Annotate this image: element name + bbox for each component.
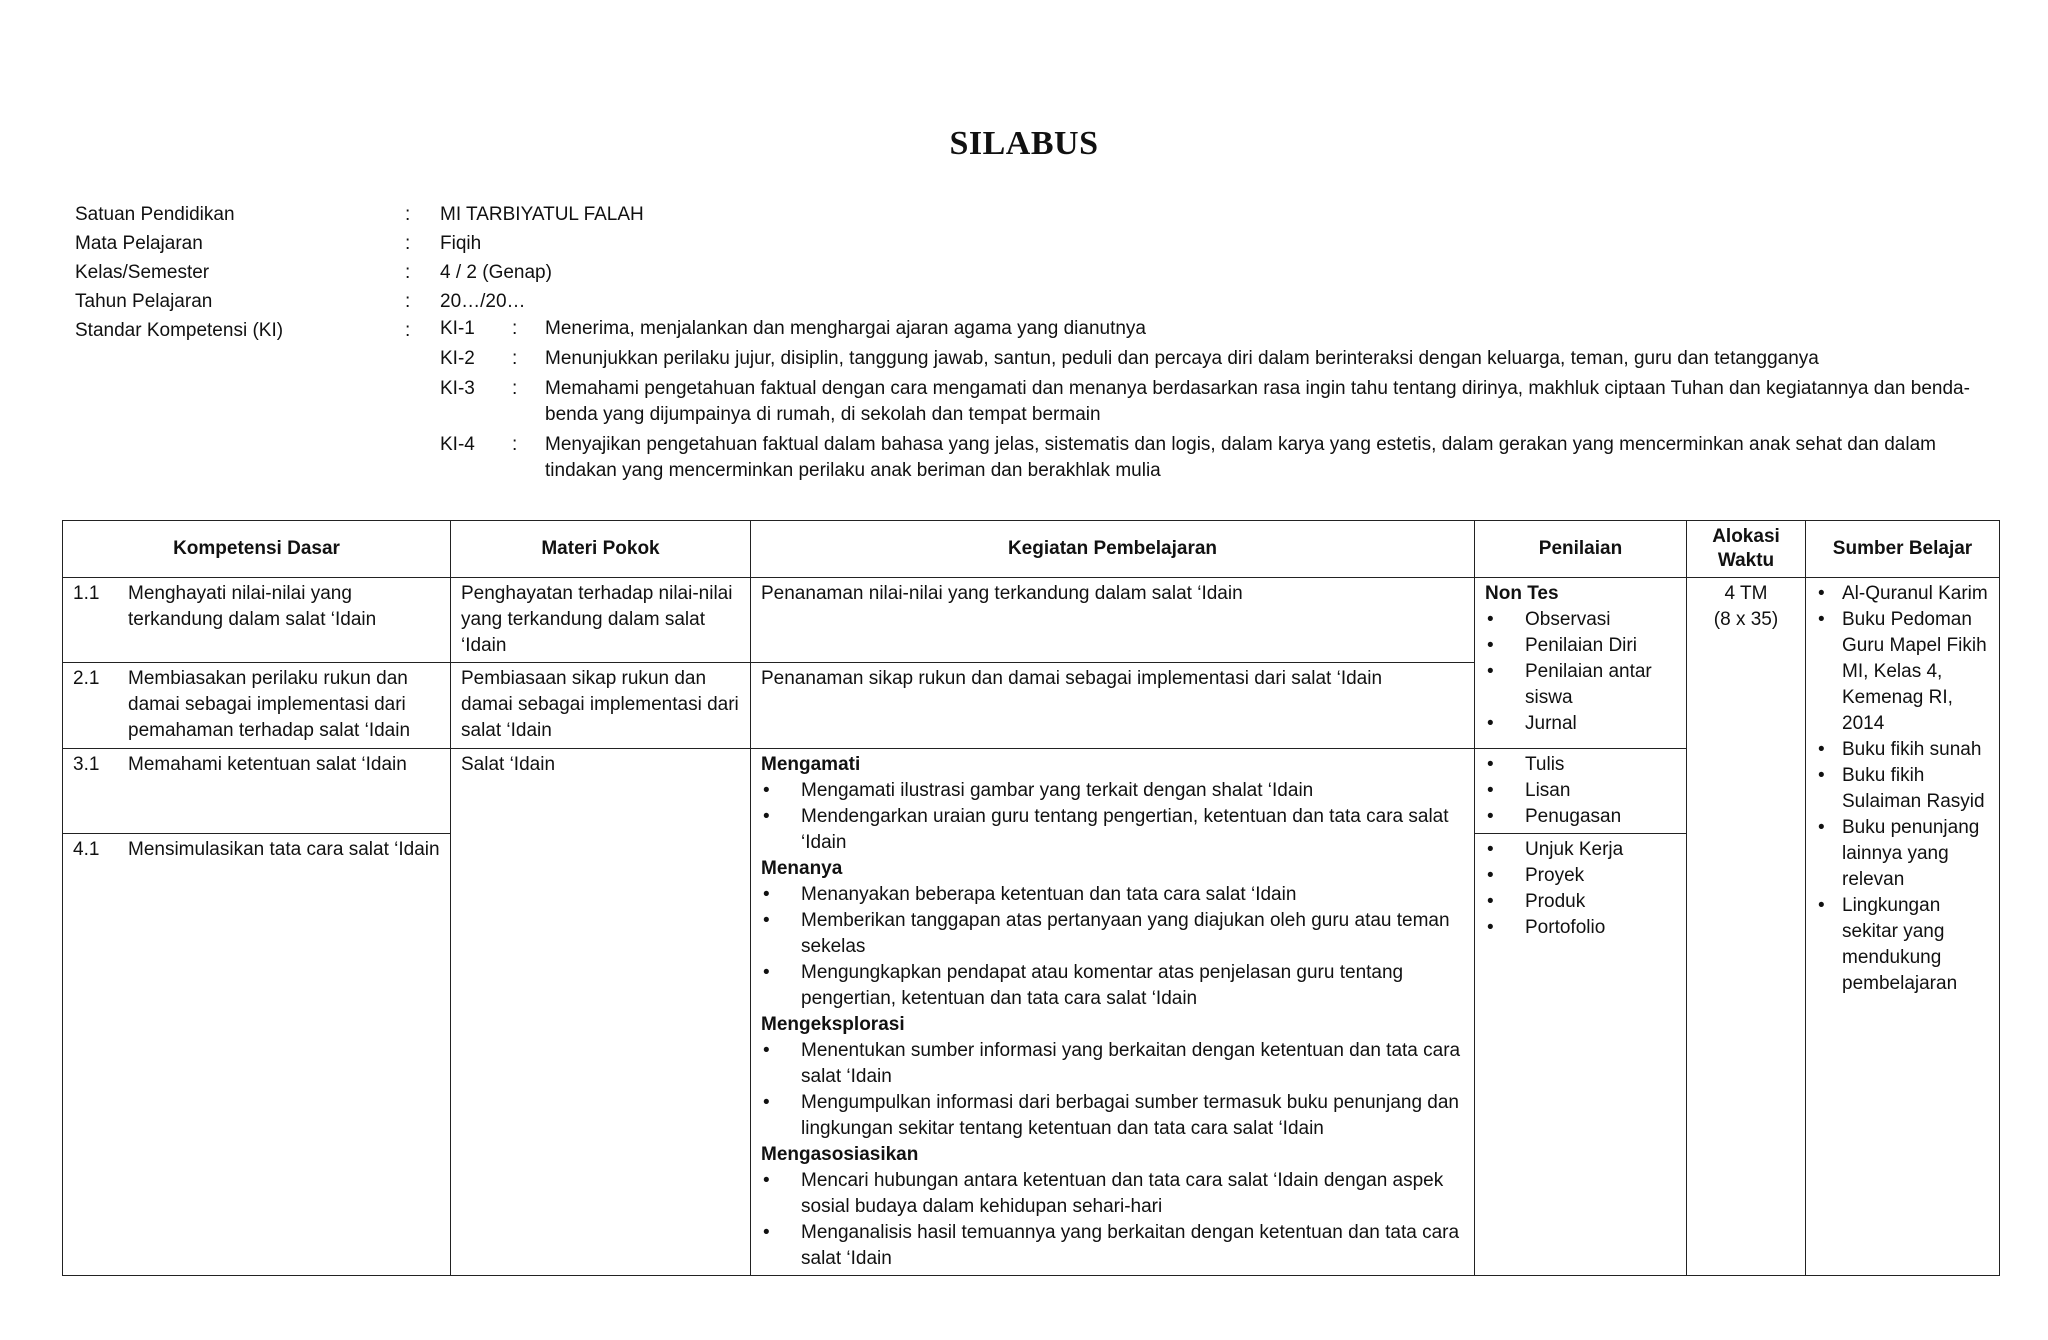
info-row-satuan: [75, 200, 1995, 229]
list-item: • Mengumpulkan informasi dari berbagai sumber termasuk buku penunjang dan lingkungan sekitar tentang ketentuan dan tata cara salat ‘Idain: [761, 1090, 1464, 1142]
activity-list: [761, 1038, 1464, 1142]
non-tes-heading: Non Tes: [1485, 583, 1559, 604]
activity-list: [761, 882, 1464, 1012]
activity-list: [761, 1168, 1464, 1272]
ki-item: [440, 346, 1995, 372]
header-sumber-belajar: Sumber Belajar: [1806, 521, 2000, 578]
header-kegiatan: Kegiatan Pembelajaran: [751, 521, 1475, 578]
tes-list: [1485, 752, 1676, 830]
info-label: Kelas/Semester: [75, 262, 210, 283]
penilaian-non-tes-cell: [1475, 578, 1687, 749]
list-item: • Buku penunjang lainnya yang relevan: [1816, 815, 1989, 893]
info-colon: :: [405, 233, 411, 254]
kd-number: 1.1: [73, 583, 100, 604]
kinerja-list: [1485, 837, 1676, 941]
kegiatan-cell: Penanaman nilai-nilai yang terkandung dalam salat ‘Idain: [751, 578, 1475, 663]
ki-colon: :: [512, 378, 518, 399]
info-row-kelas: [75, 258, 1995, 287]
header-materi-pokok: Materi Pokok: [451, 521, 751, 578]
list-item: • Mengungkapkan pendapat atau komentar atas penjelasan guru tentang pengertian, ketentuan dan tata cara salat ‘Idain: [761, 960, 1464, 1012]
alokasi-tm: 4 TM: [1724, 583, 1768, 604]
ki-list: [440, 316, 1995, 488]
list-item: • Produk: [1485, 889, 1676, 915]
kd-text: Memahami ketentuan salat ‘Idain: [128, 754, 407, 775]
list-item: • Penugasan: [1485, 804, 1676, 830]
kd-cell: [63, 749, 451, 834]
alokasi-jp: (8 x 35): [1713, 609, 1779, 630]
kd-text: Membiasakan perilaku rukun dan damai sebagai implementasi dari pemahaman terhadap salat ‘Idain: [128, 668, 411, 741]
penilaian-kinerja-cell: [1475, 834, 1687, 1276]
kegiatan-cell: [751, 749, 1475, 1276]
alokasi-cell: [1687, 578, 1806, 1276]
syllabus-table: [62, 520, 2000, 1276]
list-item: • Menanyakan beberapa ketentuan dan tata cara salat ‘Idain: [761, 882, 1464, 908]
header-alokasi-waktu: Alokasi Waktu: [1687, 521, 1806, 578]
ki-code: KI-4: [440, 434, 475, 455]
info-colon: :: [405, 320, 411, 341]
syllabus-info: [75, 200, 1995, 488]
list-item: • Lingkungan sekitar yang mendukung pembelajaran: [1816, 893, 1989, 997]
ki-colon: :: [512, 318, 518, 339]
materi-cell: Pembiasaan sikap rukun dan damai sebagai implementasi dari salat ‘Idain: [451, 663, 751, 749]
table-header-row: [63, 521, 2000, 578]
activity-heading: Mengeksplorasi: [761, 1014, 905, 1035]
info-row-tahun: [75, 287, 1995, 316]
ki-colon: :: [512, 434, 518, 455]
list-item: • Penilaian antar siswa: [1485, 659, 1676, 711]
info-row-mapel: [75, 229, 1995, 258]
ki-colon: :: [512, 348, 518, 369]
list-item: • Portofolio: [1485, 915, 1676, 941]
list-item: • Buku fikih Sulaiman Rasyid: [1816, 763, 1989, 815]
materi-cell: Penghayatan terhadap nilai-nilai yang terkandung dalam salat ‘Idain: [451, 578, 751, 663]
kd-text: Menghayati nilai-nilai yang terkandung dalam salat ‘Idain: [128, 583, 377, 630]
list-item: • Mencari hubungan antara ketentuan dan tata cara salat ‘Idain dengan aspek sosial budaya dalam kehidupan sehari-hari: [761, 1168, 1464, 1220]
penilaian-tes-cell: [1475, 749, 1687, 834]
info-value: 20…/20…: [440, 291, 526, 312]
ki-item: [440, 432, 1995, 484]
activity-list: [761, 778, 1464, 856]
kd-number: 2.1: [73, 668, 100, 689]
list-item: • Proyek: [1485, 863, 1676, 889]
ki-text: Menunjukkan perilaku jujur, disiplin, tanggung jawab, santun, peduli dan percaya diri dalam berinteraksi dengan keluarga, teman, guru dan tetangganya: [545, 348, 1819, 369]
page-title: SILABUS: [949, 125, 1099, 162]
info-colon: :: [405, 291, 411, 312]
ki-text: Menerima, menjalankan dan menghargai ajaran agama yang dianutnya: [545, 318, 1146, 339]
list-item: • Mengamati ilustrasi gambar yang terkait dengan shalat ‘Idain: [761, 778, 1464, 804]
ki-code: KI-1: [440, 318, 475, 339]
kegiatan-cell: Penanaman sikap rukun dan damai sebagai implementasi dari salat ‘Idain: [751, 663, 1475, 749]
ki-item: [440, 316, 1995, 342]
sumber-list: [1816, 581, 1989, 997]
kd-cell: [63, 578, 451, 663]
list-item: • Unjuk Kerja: [1485, 837, 1676, 863]
kd-cell: [63, 663, 451, 749]
list-item: • Menentukan sumber informasi yang berkaitan dengan ketentuan dan tata cara salat ‘Idain: [761, 1038, 1464, 1090]
list-item: • Memberikan tanggapan atas pertanyaan yang diajukan oleh guru atau teman sekelas: [761, 908, 1464, 960]
activity-heading: Mengasosiasikan: [761, 1144, 919, 1165]
ki-code: KI-2: [440, 348, 475, 369]
header-kompetensi-dasar: Kompetensi Dasar: [63, 521, 451, 578]
info-label: Satuan Pendidikan: [75, 204, 235, 225]
info-value: Fiqih: [440, 233, 482, 254]
materi-cell: Salat ‘Idain: [451, 749, 751, 1276]
list-item: • Lisan: [1485, 778, 1676, 804]
info-label: Standar Kompetensi (KI): [75, 320, 284, 341]
ki-item: [440, 376, 1995, 428]
list-item: • Buku Pedoman Guru Mapel Fikih MI, Kelas 4, Kemenag RI, 2014: [1816, 607, 1989, 737]
list-item: • Jurnal: [1485, 711, 1676, 737]
list-item: • Buku fikih sunah: [1816, 737, 1989, 763]
info-value: MI TARBIYATUL FALAH: [440, 204, 644, 225]
info-row-ki: [75, 316, 1995, 488]
list-item: • Menganalisis hasil temuannya yang berkaitan dengan ketentuan dan tata cara salat ‘Idain: [761, 1220, 1464, 1272]
activity-heading: Menanya: [761, 858, 843, 879]
ki-text: Memahami pengetahuan faktual dengan cara mengamati dan menanya berdasarkan rasa ingin tahu tentang dirinya, makhluk ciptaan Tuhan dan kegiatannya dan benda-benda yang dijumpainya di rumah, di sekolah dan tempat bermain: [545, 378, 1970, 425]
list-item: • Observasi: [1485, 607, 1676, 633]
activity-heading: Mengamati: [761, 754, 861, 775]
header-penilaian: Penilaian: [1475, 521, 1687, 578]
ki-code: KI-3: [440, 378, 475, 399]
list-item: • Al-Quranul Karim: [1816, 581, 1989, 607]
kd-number: 3.1: [73, 754, 100, 775]
list-item: • Tulis: [1485, 752, 1676, 778]
non-tes-list: [1485, 607, 1676, 737]
info-label: Mata Pelajaran: [75, 233, 203, 254]
list-item: • Mendengarkan uraian guru tentang pengertian, ketentuan dan tata cara salat ‘Idain: [761, 804, 1464, 856]
info-label: Tahun Pelajaran: [75, 291, 213, 312]
table-row: [63, 578, 2000, 663]
kd-number: 4.1: [73, 839, 100, 860]
kd-cell: [63, 834, 451, 1276]
kd-text: Mensimulasikan tata cara salat ‘Idain: [128, 839, 440, 860]
info-colon: :: [405, 262, 411, 283]
info-colon: :: [405, 204, 411, 225]
ki-text: Menyajikan pengetahuan faktual dalam bahasa yang jelas, sistematis dan logis, dalam karya yang estetis, dalam gerakan yang mencerminkan anak sehat dan dalam tindakan yang mencerminkan perilaku anak beriman dan berakhlak mulia: [545, 434, 1936, 481]
sumber-cell: [1806, 578, 2000, 1276]
list-item: • Penilaian Diri: [1485, 633, 1676, 659]
info-value: 4 / 2 (Genap): [440, 262, 552, 283]
